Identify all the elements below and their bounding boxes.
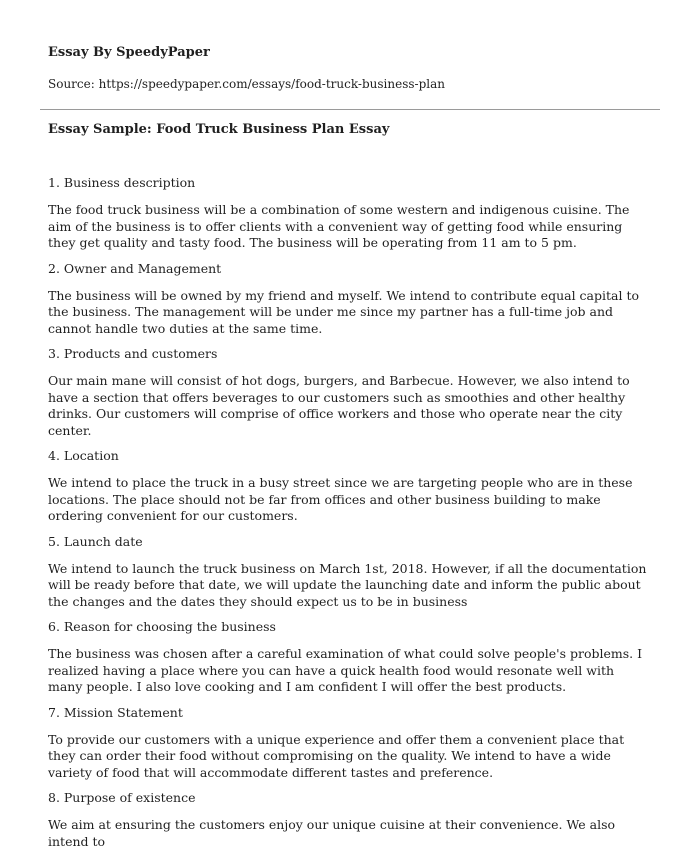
section-heading: 7. Mission Statement [48,704,183,720]
section-paragraph: The business will be owned by my friend and myself. We intend to contribute equal capital to the business. The management will be under me since my partner has a full-time job and cannot handle two duties at the same time. [48,287,639,336]
section-owner-management [48,261,652,338]
section-paragraph: Our main mane will consist of hot dogs, burgers, and Barbecue. However, we also intend to have a section that offers beverages to our customers such as smoothies and other healthy drinks. Our customers will comprise of office workers and those who operate near the city center. [48,373,630,438]
section-heading: 5. Launch date [48,533,143,549]
header-divider [40,109,660,110]
section-mission-statement [48,705,652,782]
section-paragraph: We intend to place the truck in a busy street since we are targeting people who are in these locations. The place should not be far from offices and other business building to make ordering convenient for our customers. [48,475,633,523]
section-paragraph: The business was chosen after a careful examination of what could solve people's problems. I realized having a place where you can have a quick health food would resonate well with many people. I also love cooking and I am confident I will offer the best products. [48,646,643,694]
essay-by-heading: Essay By SpeedyPaper [48,45,210,60]
section-heading: 3. Products and customers [48,346,218,361]
source-line: Source: https://speedypaper.com/essays/food-truck-business-plan [48,77,445,91]
section-products-customers [48,346,652,439]
section-paragraph: We aim at ensuring the customers enjoy our unique cuisine at their convenience. We also intend to [48,817,616,849]
section-reason [48,619,652,696]
section-purpose [48,790,652,850]
section-paragraph: To provide our customers with a unique experience and offer them a convenient place that they can order their food without compromising on the quality. We intend to have a wide variety of food that will accommodate different tastes and preference. [48,731,625,780]
essay-title: Essay Sample: Food Truck Business Plan Essay [48,122,390,137]
section-heading: 2. Owner and Management [48,260,222,276]
section-paragraph: We intend to launch the truck business on March 1st, 2018. However, if all the documentation will be ready before that date, we will update the launching date and inform the public about the changes and the dates they should expect us to be in business [48,560,647,609]
section-heading: 1. Business description [48,175,196,190]
section-heading: 6. Reason for choosing the business [48,619,276,634]
essay-sections [48,175,652,850]
section-launch-date [48,534,652,611]
section-heading: 4. Location [48,448,119,463]
section-paragraph: The food truck business will be a combination of some western and indigenous cuisine. The aim of the business is to offer clients with a convenient way of getting food while ensuring they get quality and tasty food. The business will be operating from 11 am to 5 pm. [48,202,630,250]
section-location [48,448,652,525]
section-business-description [48,175,652,252]
section-heading: 8. Purpose of existence [48,790,196,805]
